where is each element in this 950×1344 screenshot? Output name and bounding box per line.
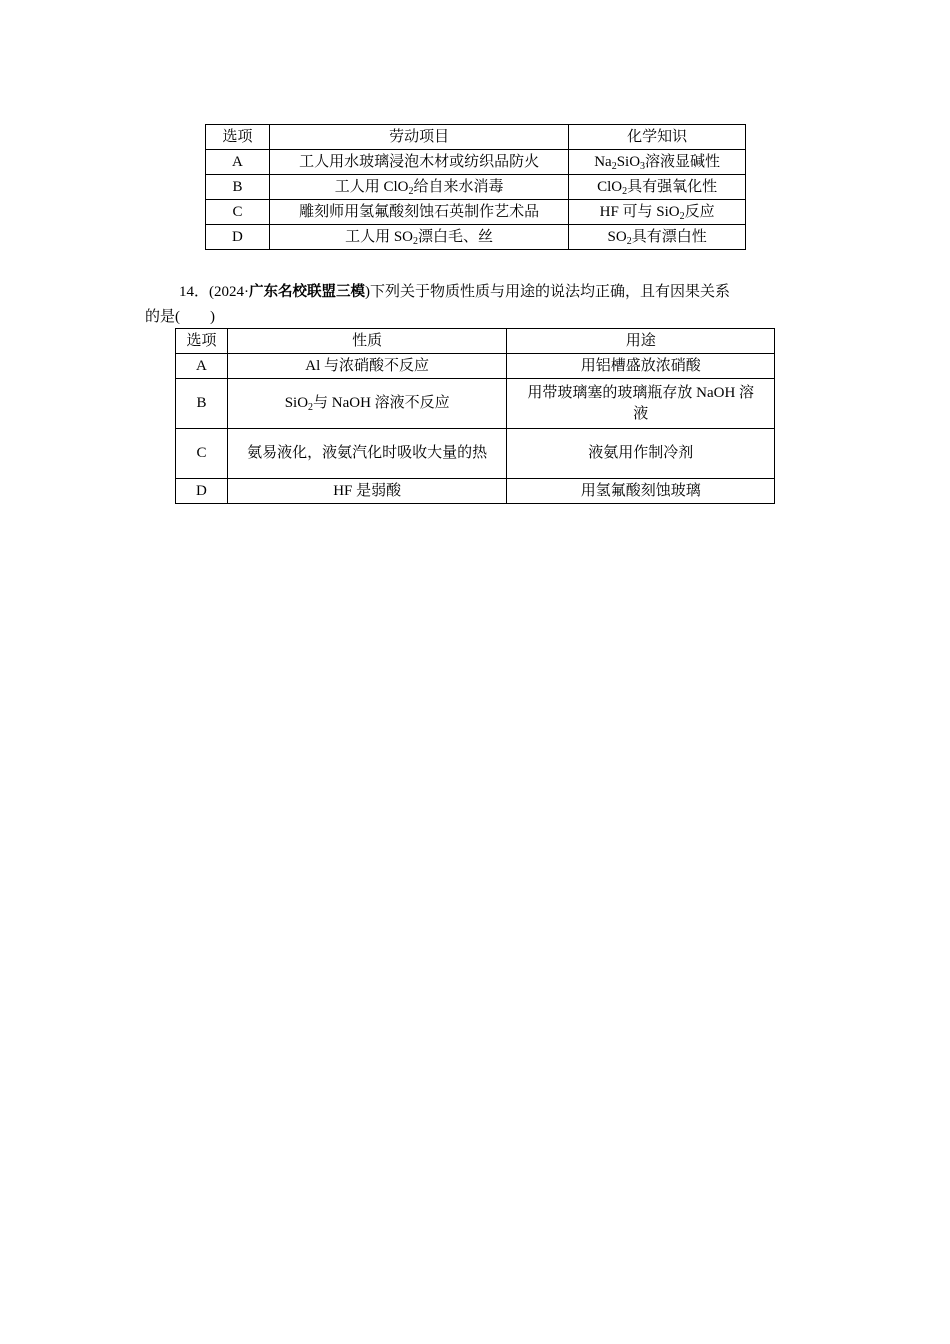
labor-cell: 雕刻师用氢氟酸刻蚀石英制作艺术品 <box>269 200 568 225</box>
use-cell: 液氨用作制冷剂 <box>507 429 775 479</box>
use-cell: 用氢氟酸刻蚀玻璃 <box>507 479 775 504</box>
table-row <box>206 200 746 225</box>
option-cell: D <box>176 479 228 504</box>
table-row <box>176 354 775 379</box>
question-line-2: 的是( ) <box>145 309 215 325</box>
header-chem-knowledge: 化学知识 <box>569 125 746 150</box>
header-use: 用途 <box>507 329 775 354</box>
property-use-table <box>175 328 775 504</box>
option-cell: D <box>206 225 270 250</box>
question-line-1: 14．(2024·广东名校联盟三模)下列关于物质性质与用途的说法均正确，且有因果关系 <box>179 284 731 300</box>
table-header-row <box>206 125 746 150</box>
table-row <box>176 429 775 479</box>
knowledge-cell: $SO_2$具有漂白性 <box>569 225 746 250</box>
knowledge-cell: ClO$_2$具有强氧化性 <box>569 175 746 200</box>
knowledge-cell: HF 可与 SiO$_2$反应 <box>569 200 746 225</box>
labor-cell: 工人用水玻璃浸泡木材或纺织品防火 <box>269 150 568 175</box>
table-row <box>206 225 746 250</box>
option-cell: C <box>176 429 228 479</box>
labor-chemistry-table <box>205 124 746 250</box>
table-row <box>206 175 746 200</box>
table-row <box>176 379 775 429</box>
header-labor-item: 劳动项目 <box>269 125 568 150</box>
labor-cell: 工人用 $SO_2$漂白毛、丝 <box>269 225 568 250</box>
option-cell: B <box>176 379 228 429</box>
table-header-row <box>176 329 775 354</box>
table-row <box>206 150 746 175</box>
question-source: 广东名校联盟三模 <box>249 284 366 300</box>
option-cell: B <box>206 175 270 200</box>
use-cell: 用带玻璃塞的玻璃瓶存放 NaOH 溶液 <box>507 379 775 429</box>
property-cell: 氨易液化，液氨汽化时吸收大量的热 <box>227 429 507 479</box>
header-option: 选项 <box>176 329 228 354</box>
property-cell: HF 是弱酸 <box>227 479 507 504</box>
labor-cell: 工人用 ClO$_2$给自来水消毒 <box>269 175 568 200</box>
knowledge-cell: $Na_2SiO_3$溶液显碱性 <box>569 150 746 175</box>
property-cell: Al 与浓硝酸不反应 <box>227 354 507 379</box>
option-cell: A <box>206 150 270 175</box>
header-property: 性质 <box>227 329 507 354</box>
use-cell: 用铝槽盛放浓硝酸 <box>507 354 775 379</box>
property-cell: SiO$_2$与 NaOH 溶液不反应 <box>227 379 507 429</box>
option-cell: C <box>206 200 270 225</box>
question-14 <box>145 280 815 330</box>
option-cell: A <box>176 354 228 379</box>
header-option: 选项 <box>206 125 270 150</box>
table-row <box>176 479 775 504</box>
